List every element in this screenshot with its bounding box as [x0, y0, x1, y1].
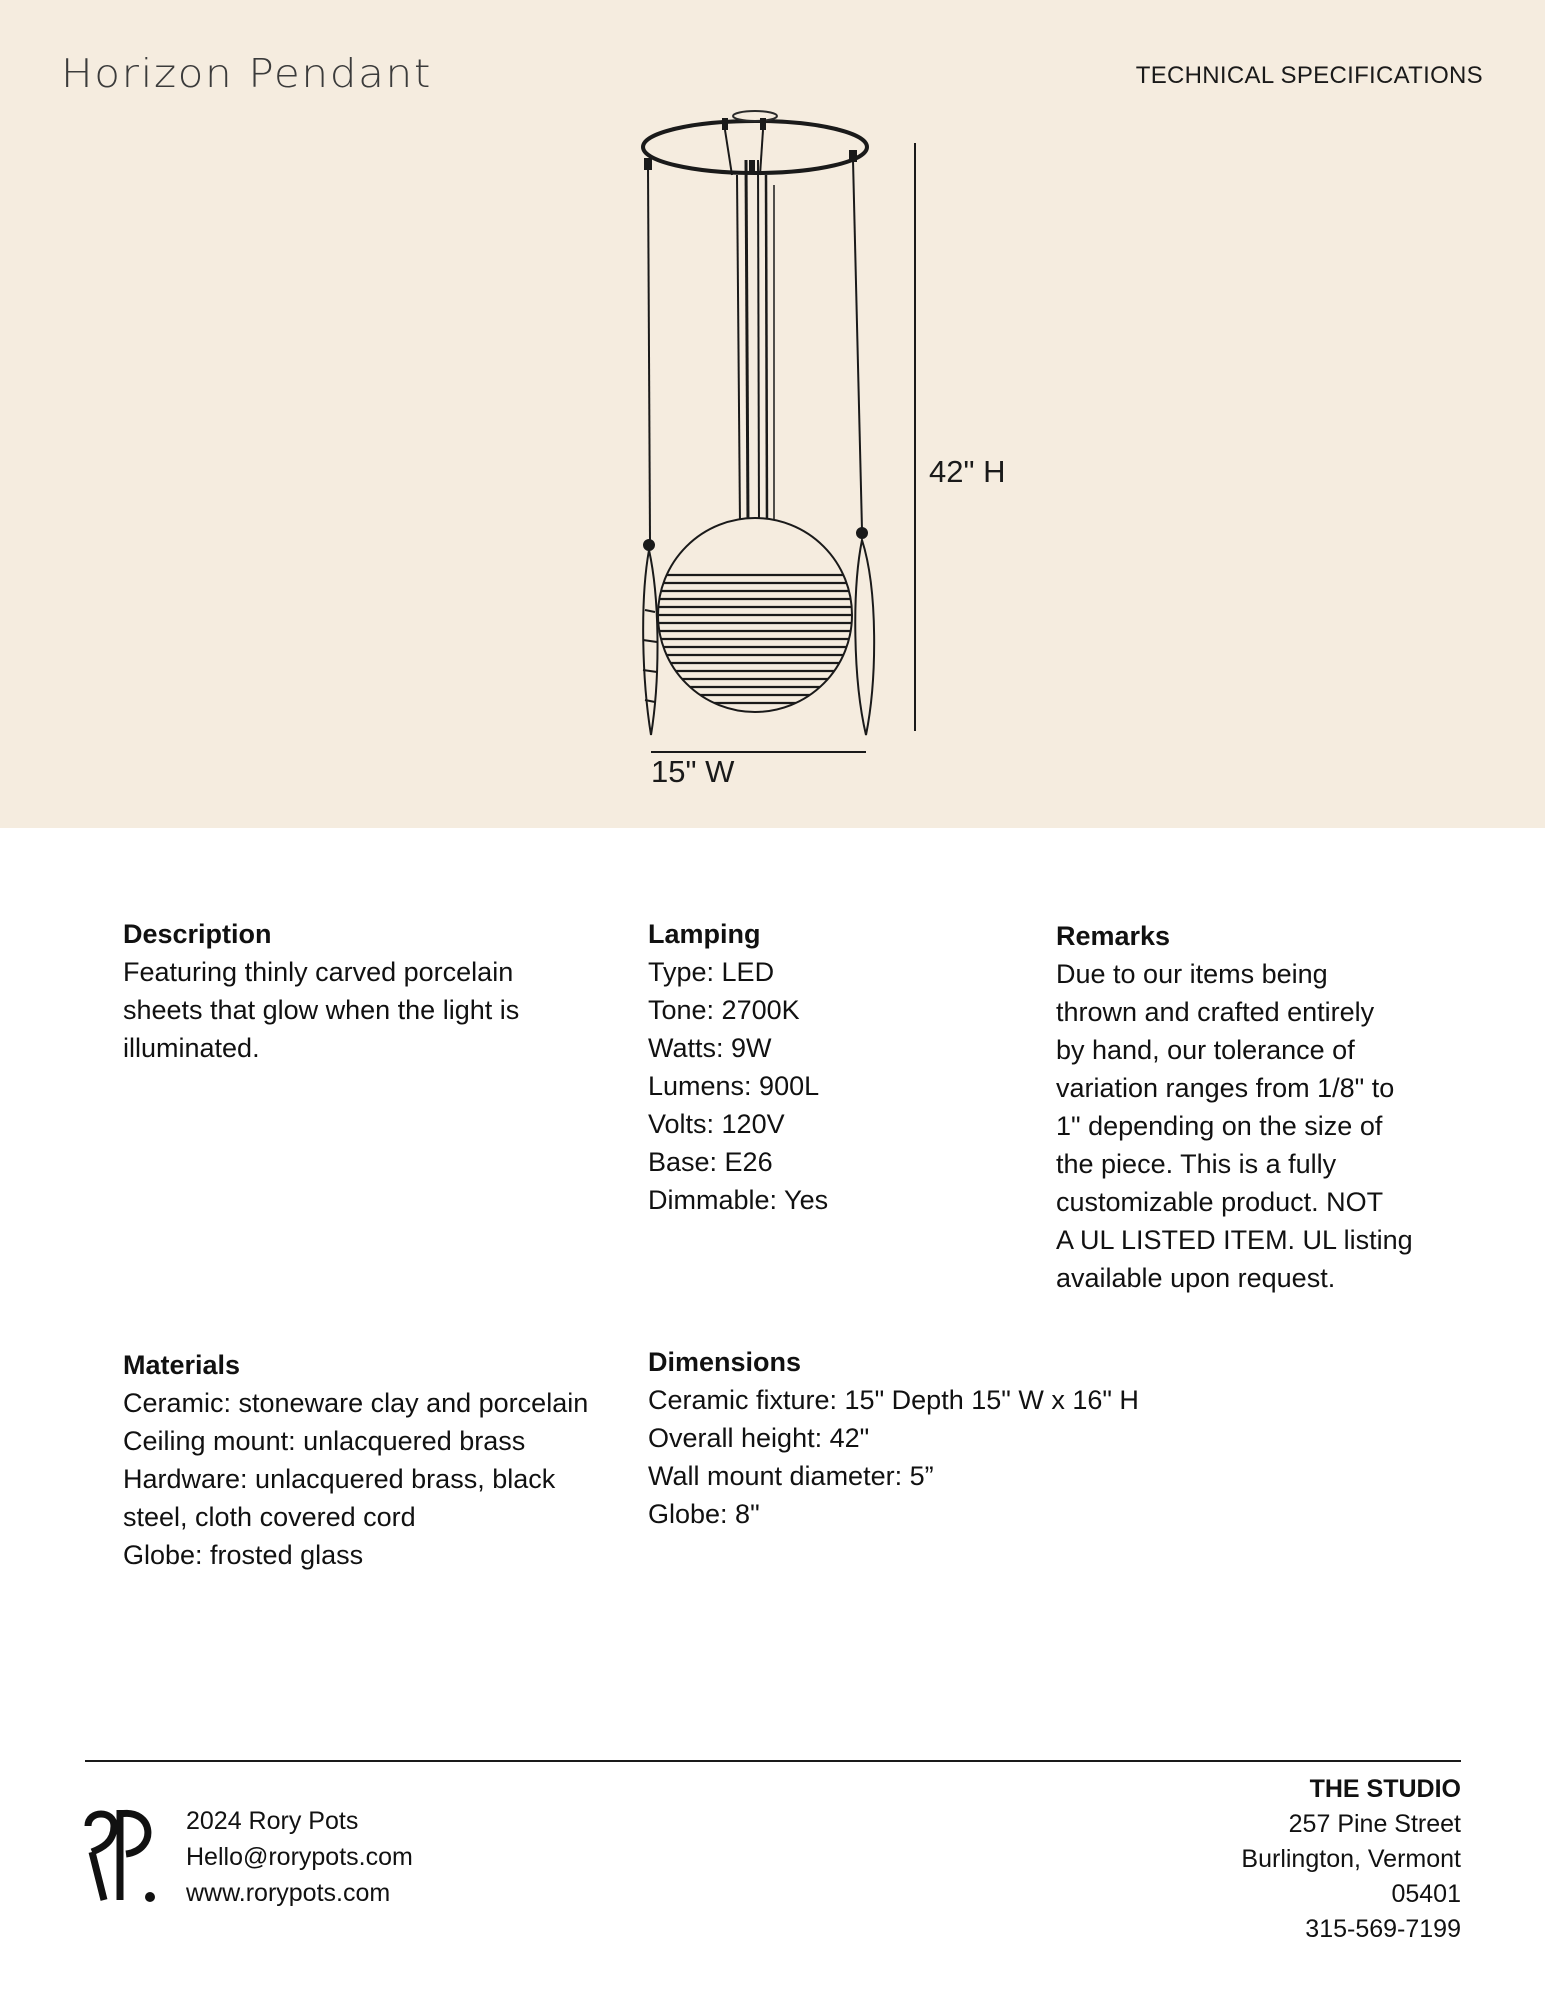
spec-line: available upon request. — [1056, 1263, 1336, 1293]
studio-name: THE STUDIO — [1309, 1775, 1461, 1803]
spec-line: variation ranges from 1/8" to — [1056, 1073, 1395, 1103]
spec-line: Dimmable: Yes — [648, 1185, 829, 1215]
section-heading: Description — [123, 919, 272, 949]
dimensions-section — [648, 1343, 1268, 1533]
city-state: Burlington, Vermont — [1241, 1845, 1461, 1873]
section-heading: Remarks — [1056, 921, 1171, 951]
spec-line: thrown and crafted entirely — [1056, 997, 1375, 1027]
product-title: Horizon Pendant — [61, 52, 432, 97]
spec-line: Featuring thinly carved porcelain — [123, 957, 514, 987]
footer-divider — [85, 1760, 1461, 1762]
contact-info — [186, 1803, 413, 1911]
spec-line: Type: LED — [648, 957, 775, 987]
spec-line: Watts: 9W — [648, 1033, 772, 1063]
spec-line: Globe: 8" — [648, 1499, 760, 1529]
spec-line: Hardware: unlacquered brass, black — [123, 1464, 556, 1494]
studio-address — [1241, 1772, 1461, 1947]
width-dimension-label: 15" W — [651, 754, 735, 789]
spec-line: Ceiling mount: unlacquered brass — [123, 1426, 526, 1456]
lamping-section — [648, 915, 1028, 1219]
spec-line: sheets that glow when the light is — [123, 995, 520, 1025]
spec-line: the piece. This is a fully — [1056, 1149, 1337, 1179]
section-heading: Materials — [123, 1350, 241, 1380]
spec-line: Overall height: 42" — [648, 1423, 870, 1453]
spec-line: Base: E26 — [648, 1147, 773, 1177]
spec-line: Ceramic: stoneware clay and porcelain — [123, 1388, 589, 1418]
spec-line: Tone: 2700K — [648, 995, 800, 1025]
remarks-section — [1056, 917, 1436, 1297]
email-link[interactable]: Hello@rorypots.com — [186, 1843, 413, 1871]
spec-line: Lumens: 900L — [648, 1071, 820, 1101]
spec-line: Ceramic fixture: 15" Depth 15" W x 16" H — [648, 1385, 1139, 1415]
document-label: TECHNICAL SPECIFICATIONS — [1135, 62, 1483, 89]
spec-line: Due to our items being — [1056, 959, 1328, 989]
rp-logo-icon — [80, 1806, 164, 1906]
copyright-text: 2024 Rory Pots — [186, 1807, 359, 1835]
hero-panel — [0, 0, 1545, 828]
zip-code: 05401 — [1391, 1880, 1461, 1908]
street-address: 257 Pine Street — [1288, 1810, 1461, 1838]
materials-section — [123, 1346, 623, 1574]
section-heading: Lamping — [648, 919, 761, 949]
spec-line: customizable product. NOT — [1056, 1187, 1384, 1217]
spec-line: Wall mount diameter: 5” — [648, 1461, 934, 1491]
spec-line: illuminated. — [123, 1033, 260, 1063]
pendant-lamp-sketch-icon — [0, 0, 1545, 828]
spec-line: 1" depending on the size of — [1056, 1111, 1383, 1141]
website-link[interactable]: www.rorypots.com — [186, 1879, 391, 1907]
spec-line: steel, cloth covered cord — [123, 1502, 416, 1532]
section-heading: Dimensions — [648, 1347, 802, 1377]
spec-line: A UL LISTED ITEM. UL listing — [1056, 1225, 1413, 1255]
description-section — [123, 915, 583, 1067]
spec-line: Volts: 120V — [648, 1109, 785, 1139]
height-dimension-label: 42" H — [929, 454, 1006, 489]
spec-line: by hand, our tolerance of — [1056, 1035, 1355, 1065]
spec-line: Globe: frosted glass — [123, 1540, 364, 1570]
phone-number[interactable]: 315-569-7199 — [1305, 1915, 1461, 1943]
